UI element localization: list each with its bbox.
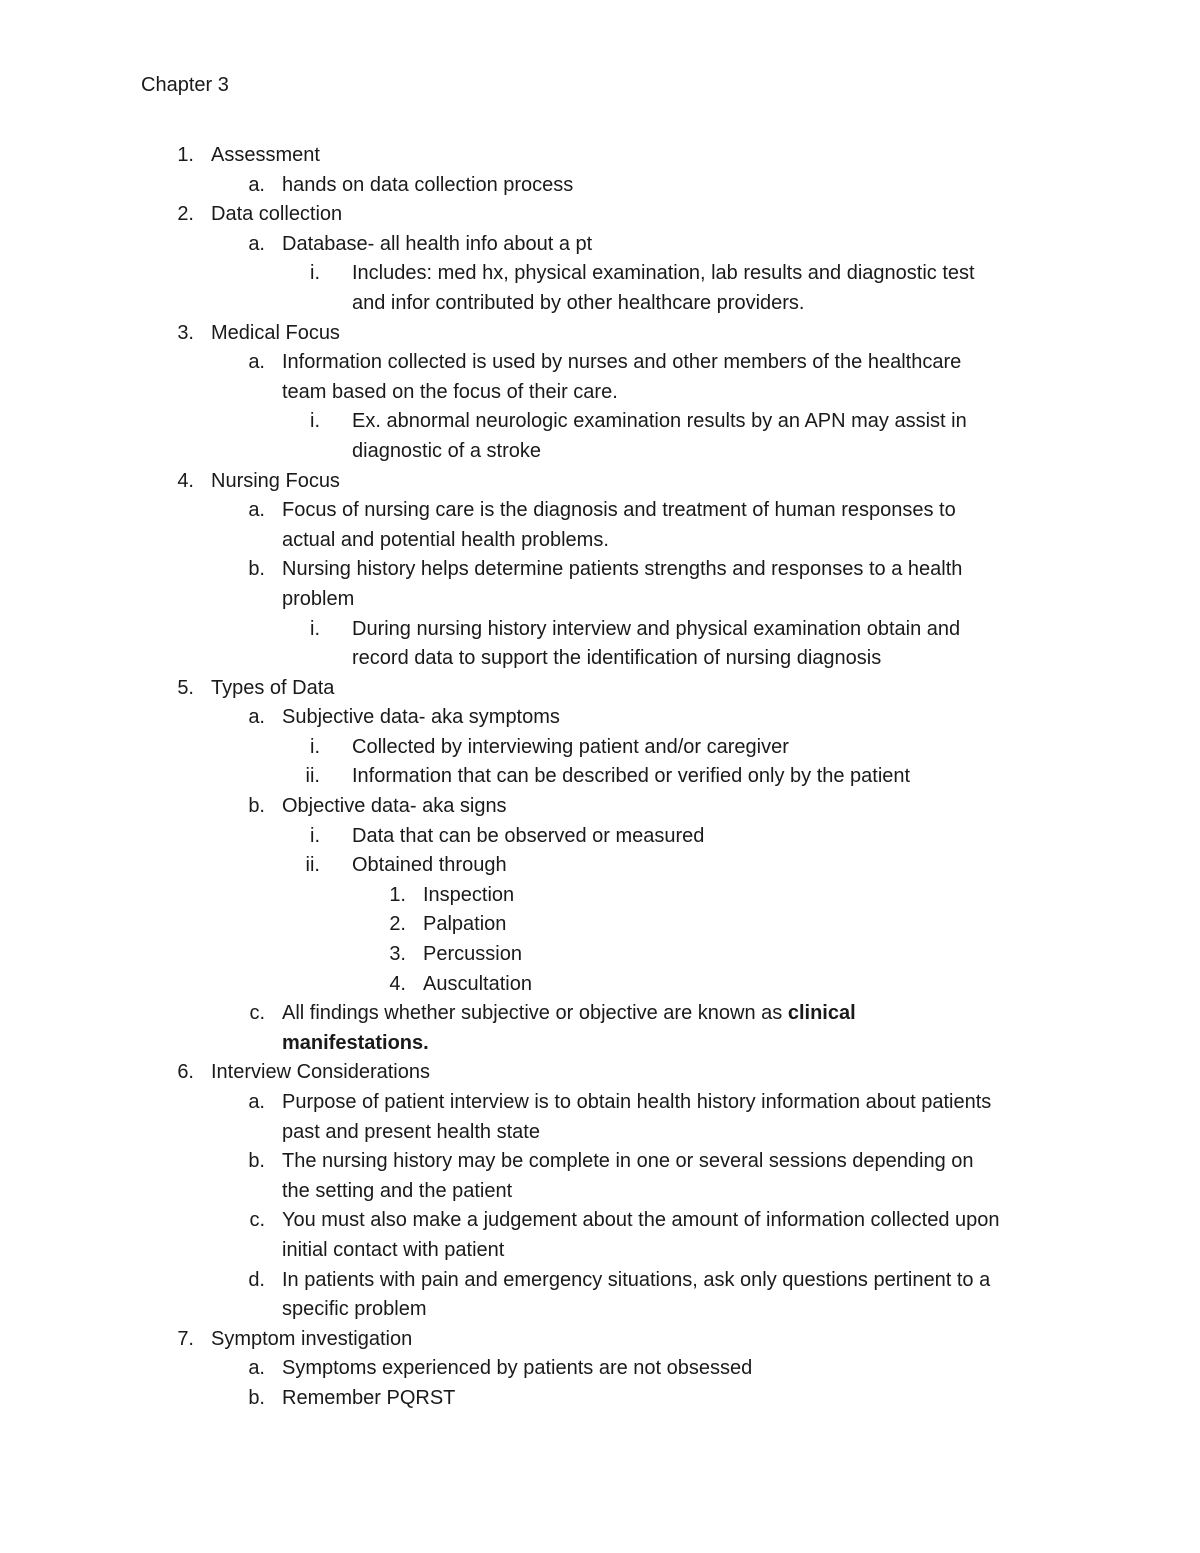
list-item-text: Auscultation: [423, 972, 532, 995]
list-marker: 7.: [177, 1327, 194, 1350]
list-marker: a.: [248, 173, 265, 196]
list-marker: c.: [249, 1209, 265, 1232]
list-marker: a.: [248, 351, 265, 374]
list-marker: a.: [248, 1091, 265, 1113]
list-item-text: Collected by interviewing patient and/or caregiver: [352, 735, 789, 758]
list-item: [0, 822, 1200, 852]
list-item: [0, 259, 1200, 289]
list-item-text: Types of Data: [211, 676, 335, 699]
list-item: [0, 1384, 1200, 1414]
list-item: [0, 1325, 1200, 1355]
list-item: [0, 319, 1200, 349]
list-item-continuation: [0, 1029, 1200, 1059]
list-item: [0, 674, 1200, 704]
page-title: Chapter 3: [141, 74, 229, 96]
list-item-text: initial contact with patient: [282, 1238, 505, 1261]
list-item: [0, 851, 1200, 881]
list-item-continuation: [0, 1236, 1200, 1266]
list-marker: 3.: [177, 321, 194, 344]
list-item: [0, 171, 1200, 201]
list-item-text: Medical Focus: [211, 321, 340, 344]
list-item: [0, 1354, 1200, 1384]
list-item-continuation: [0, 526, 1200, 556]
list-marker: a.: [248, 499, 265, 522]
list-item: [0, 792, 1200, 822]
list-marker: 1.: [389, 883, 406, 906]
list-item: [0, 141, 1200, 171]
list-item: [0, 970, 1200, 1000]
list-marker: a.: [248, 1357, 265, 1380]
list-item-continuation: [0, 644, 1200, 674]
list-item: [0, 762, 1200, 792]
list-item: [0, 496, 1200, 526]
list-item-text: Subjective data- aka symptoms: [282, 706, 560, 729]
list-item: [0, 703, 1200, 733]
list-item: [0, 940, 1200, 970]
list-marker: 4.: [177, 469, 194, 492]
list-marker: i.: [310, 735, 320, 758]
list-marker: 5.: [177, 676, 194, 699]
list-item-text: the setting and the patient: [282, 1179, 513, 1202]
list-marker: ii.: [305, 765, 320, 788]
list-item-text: Nursing Focus: [211, 469, 340, 492]
list-item-text: specific problem: [282, 1298, 427, 1321]
list-item-text: Obtained through: [352, 854, 507, 877]
list-item-text: You must also make a judgement about the amount of information collected upon: [282, 1209, 1000, 1232]
list-item-text: Nursing history helps determine patients strengths and responses to a health: [282, 558, 963, 581]
bold-term: clinical: [787, 1002, 856, 1025]
list-item-text: [282, 1029, 429, 1059]
list-item: [0, 1147, 1200, 1177]
list-item-text: Symptom investigation: [211, 1327, 413, 1350]
list-item: [0, 733, 1200, 763]
list-item-continuation: [0, 1177, 1200, 1207]
list-item-text: Ex. abnormal neurologic examination results by an APN may assist in: [352, 410, 967, 433]
list-marker: i.: [310, 410, 320, 433]
list-item-continuation: [0, 378, 1200, 408]
list-item-text: Assessment: [211, 144, 320, 166]
list-marker: 2.: [177, 203, 194, 226]
list-item: [0, 1266, 1200, 1296]
list-marker: a.: [248, 232, 265, 255]
list-item-text: Information that can be described or verified only by the patient: [352, 765, 911, 788]
list-item-text: Interview Considerations: [211, 1061, 430, 1084]
list-item-text: Includes: med hx, physical examination, lab results and diagnostic test: [352, 262, 975, 285]
list-item-text: During nursing history interview and physical examination obtain and: [352, 617, 961, 640]
list-item-continuation: [0, 585, 1200, 615]
list-marker: d.: [248, 1268, 265, 1291]
list-marker: ii.: [305, 854, 320, 877]
list-item: [0, 407, 1200, 437]
list-item-text: Database- all health info about a pt: [282, 232, 593, 255]
list-item: [0, 1088, 1200, 1118]
list-item-text: team based on the focus of their care.: [282, 380, 618, 403]
list-item-continuation: [0, 1118, 1200, 1148]
list-item-text: Objective data- aka signs: [282, 795, 507, 818]
list-item-text: Focus of nursing care is the diagnosis and treatment of human responses to: [282, 499, 956, 522]
list-item-text: problem: [282, 587, 355, 610]
list-item-text: and infor contributed by other healthcare providers.: [352, 291, 805, 314]
list-item-text: Inspection: [423, 883, 515, 906]
list-item: [0, 467, 1200, 497]
list-marker: i.: [310, 824, 320, 847]
list-item-plain-text: All findings whether subjective or objective are known as: [282, 1002, 788, 1025]
list-item-continuation: [0, 437, 1200, 467]
list-item: [0, 230, 1200, 260]
list-marker: b.: [248, 1150, 265, 1173]
list-item-text: Percussion: [423, 943, 522, 966]
list-item-text: Symptoms experienced by patients are not obsessed: [282, 1357, 753, 1380]
list-item: [0, 881, 1200, 911]
list-item-text: Information collected is used by nurses and other members of the healthcare: [282, 351, 962, 374]
list-item-text: hands on data collection process: [282, 173, 574, 196]
list-item-text: The nursing history may be complete in one or several sessions depending on: [282, 1150, 974, 1173]
list-marker: 3.: [389, 943, 406, 966]
list-item-text: diagnostic of a stroke: [352, 439, 541, 462]
list-item: [0, 555, 1200, 585]
list-item-text: [282, 999, 856, 1029]
list-item-continuation: [0, 289, 1200, 319]
list-item-text: Palpation: [423, 913, 507, 936]
list-item: [0, 200, 1200, 230]
list-item-text: past and present health state: [282, 1120, 540, 1143]
list-marker: c.: [249, 1002, 265, 1025]
list-marker: i.: [310, 617, 320, 640]
list-marker: 6.: [177, 1061, 194, 1084]
outline-list: [0, 141, 1200, 1414]
list-item: [0, 615, 1200, 645]
list-marker: 4.: [389, 972, 406, 995]
list-item-text: Data collection: [211, 203, 343, 226]
list-marker: 2.: [389, 913, 406, 936]
list-item-text: Purpose of patient interview is to obtain health history information about patients: [282, 1091, 992, 1113]
list-item-text: actual and potential health problems.: [282, 528, 609, 551]
list-item: [0, 999, 1200, 1029]
list-item: [0, 1206, 1200, 1236]
list-item-text: Data that can be observed or measured: [352, 824, 705, 847]
list-item-text: record data to support the identification of nursing diagnosis: [352, 647, 882, 670]
list-item: [0, 1058, 1200, 1088]
list-marker: 1.: [177, 144, 194, 166]
bold-term: manifestations.: [282, 1031, 429, 1054]
list-marker: b.: [248, 795, 265, 818]
list-item-text: In patients with pain and emergency situations, ask only questions pertinent to a: [282, 1268, 991, 1291]
list-marker: b.: [248, 558, 265, 581]
list-item-continuation: [0, 1295, 1200, 1325]
list-marker: b.: [248, 1386, 265, 1409]
list-item: [0, 348, 1200, 378]
list-marker: a.: [248, 706, 265, 729]
list-item-text: Remember PQRST: [282, 1386, 456, 1409]
list-marker: i.: [310, 262, 320, 285]
list-item: [0, 910, 1200, 940]
